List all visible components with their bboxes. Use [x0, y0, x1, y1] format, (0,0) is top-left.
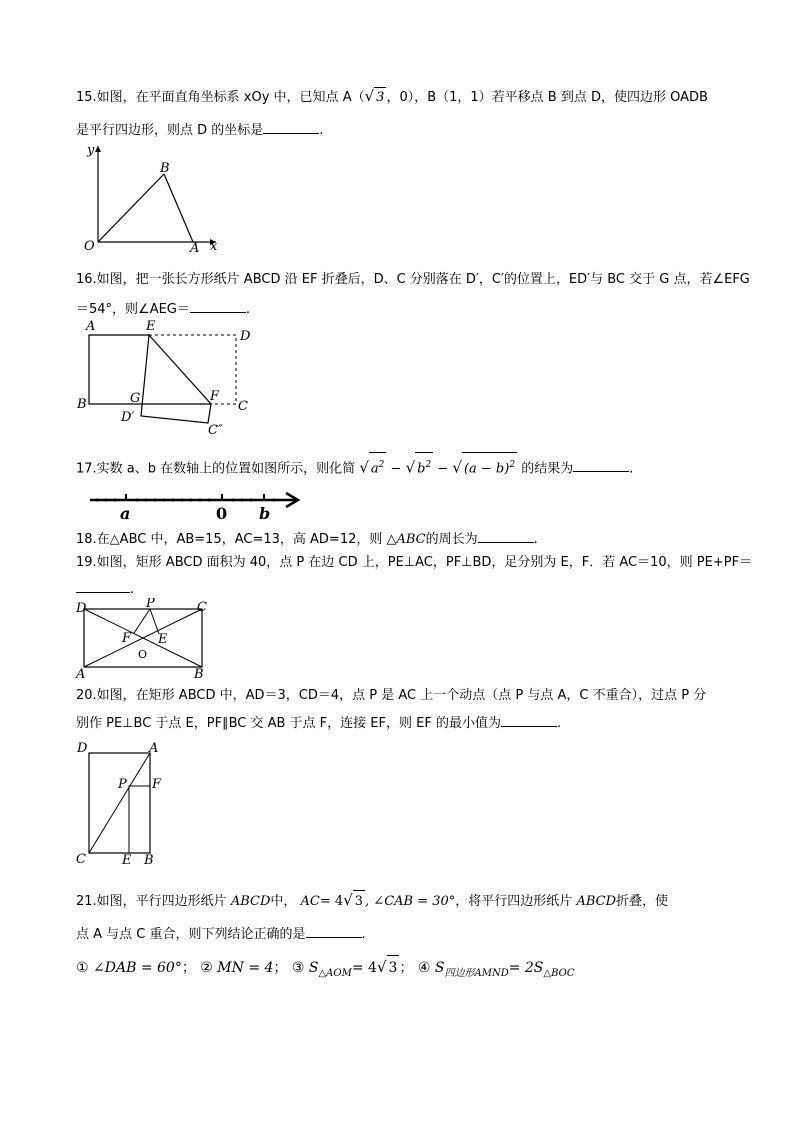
q17-rad-ab	[462, 452, 517, 481]
q15-line1	[76, 86, 708, 108]
q18-text-a: 18.在△ABC 中，AB=15，AC=13，高 AD=12，则	[76, 532, 383, 547]
option-1: ∠DAB = 60°	[93, 960, 182, 976]
q20-figure	[74, 738, 170, 868]
q17-text-a: 17.实数 a、b 在数轴上的位置如图所示，则化简	[76, 461, 356, 477]
sqrt-sign: √	[376, 958, 387, 976]
answer-blank[interactable]	[306, 923, 362, 938]
label-F: F	[152, 777, 162, 792]
q15-line2	[76, 119, 323, 141]
q21-sqrt-radicand: 3	[353, 890, 365, 913]
q17-rad-b	[415, 452, 433, 481]
label-b: b	[259, 504, 271, 522]
separator: ；	[181, 960, 196, 976]
var-a: a	[370, 461, 379, 477]
answer-blank[interactable]	[478, 528, 534, 543]
q21-text-a: 21.如图，平行四边形纸片	[76, 894, 227, 909]
q19-line2	[76, 578, 134, 600]
minus-sign: −	[390, 461, 402, 477]
q15-end: .	[319, 123, 324, 138]
label-D: D	[77, 741, 88, 756]
sqrt-sign: √	[452, 458, 462, 477]
q16-end: .	[245, 302, 251, 317]
q20-line2	[76, 712, 561, 734]
q20-line1	[76, 686, 706, 706]
q21-text-c: ，将平行四边形纸片	[455, 894, 573, 909]
point-O-label: O	[84, 239, 95, 254]
q16-text-1: 16.如图，把一张长方形纸片 ABCD 沿 EF 折叠后，D、C 分别落在 D′，C′的位置上，ED′与 BC 交于 G 点，若∠EFG	[76, 272, 750, 287]
label-D: D	[240, 329, 251, 344]
q21-math-abcd-2: ABCD	[576, 894, 616, 909]
option-3-eq: = 4	[351, 960, 377, 976]
separator: ；	[399, 960, 414, 976]
q16-line2	[76, 298, 250, 320]
label-E: E	[158, 632, 168, 647]
axis-x-label: x	[210, 239, 218, 254]
option-3-number: ③	[291, 960, 305, 976]
q21-end: .	[361, 927, 366, 942]
option-4-subscript: 四边形AMND	[444, 968, 509, 979]
answer-blank[interactable]	[76, 578, 130, 593]
q21-math-angle: , ∠CAB = 30°	[365, 894, 456, 909]
q21-text-b: 中，	[270, 894, 297, 909]
q18-text-b: 的周长为	[425, 532, 478, 547]
label-D-prime: D′	[121, 410, 135, 425]
q20-text-2: 别作 PE⊥BC 于点 E，PF∥BC 交 AB 于点 F，连接 EF，则 EF 的最小值为	[76, 716, 501, 731]
q18-line	[76, 528, 538, 550]
option-1-number: ①	[76, 960, 89, 976]
label-A: A	[86, 319, 96, 334]
label-a: a	[120, 504, 131, 522]
q19-line1	[76, 553, 752, 573]
label-E: E	[146, 319, 156, 334]
exponent: 2	[378, 460, 385, 470]
exponent: 2	[509, 460, 516, 470]
q21-text-d: 折叠，使	[616, 894, 669, 909]
option-3-s: S	[308, 960, 319, 976]
var-a-minus-b: (a − b)	[463, 461, 510, 477]
q17-text-b: 的结果为	[521, 461, 574, 477]
label-C: C	[76, 852, 86, 867]
q15-figure	[76, 142, 226, 254]
q21-text-2: 点 A 与点 C 重合，则下列结论正确的是	[76, 927, 306, 942]
q19-figure	[74, 598, 220, 682]
label-B: B	[144, 853, 154, 868]
q15-text-b: ，0），B（1，1）若平移点 B 到点 D，使四边形 OADB	[386, 90, 708, 105]
label-B: B	[194, 667, 204, 682]
q17-rad-a	[369, 452, 387, 481]
label-C: C	[197, 600, 207, 615]
q21-line1	[76, 889, 668, 913]
separator: ；	[273, 960, 288, 976]
q15-text-2: 是平行四边形，则点 D 的坐标是	[76, 123, 264, 138]
label-B: B	[77, 397, 87, 412]
q21-options	[76, 955, 574, 986]
q19-text-1: 19.如图，矩形 ABCD 面积为 40，点 P 在边 CD 上，PE⊥AC，PF⊥BD，足分别为 E，F．若 AC＝10，则 PE+PF＝	[76, 555, 753, 570]
var-b: b	[417, 461, 426, 477]
q20-end: .	[556, 716, 562, 731]
point-A-label: A	[190, 241, 200, 254]
exponent: 2	[425, 460, 432, 470]
q15-text-a: 15.如图，在平面直角坐标系 xOy 中，已知点 A（	[76, 90, 365, 105]
label-E: E	[122, 853, 132, 868]
option-2: MN = 4	[217, 960, 274, 976]
option-4-s: S	[434, 960, 445, 976]
answer-blank[interactable]	[190, 298, 246, 313]
label-zero: 0	[216, 504, 228, 522]
q17-line	[76, 452, 633, 481]
answer-blank[interactable]	[263, 119, 319, 134]
label-F: F	[210, 389, 220, 404]
label-C: C	[238, 399, 248, 414]
answer-blank[interactable]	[573, 457, 629, 472]
q18-math: △ABC	[386, 532, 426, 547]
sqrt-sign: √	[359, 458, 369, 477]
q16-text-2: ＝54°，则∠AEG＝	[76, 302, 190, 317]
q16-figure	[76, 318, 266, 436]
option-3-subscript: △AOM	[318, 968, 352, 979]
minus-sign: −	[437, 461, 449, 477]
option-3-radicand: 3	[387, 955, 400, 980]
option-4-eq: = 2S	[508, 960, 544, 976]
q21-math-ac: AC	[300, 894, 320, 909]
label-P: P	[146, 598, 155, 611]
sqrt-sign: √	[364, 87, 375, 105]
option-2-number: ②	[200, 960, 213, 976]
q21-line2	[76, 923, 366, 945]
label-O: O	[138, 648, 148, 661]
q18-end: .	[533, 532, 538, 547]
label-A: A	[76, 667, 86, 682]
q20-text-1: 20.如图，在矩形 ABCD 中，AD＝3，CD＝4，点 P 是 AC 上一个动点（点 P 与点 A，C 不重合），过点 P 分	[76, 688, 707, 703]
label-P: P	[118, 777, 127, 792]
label-F: F	[122, 631, 132, 646]
answer-blank[interactable]	[501, 712, 557, 727]
q17-number-line	[84, 488, 308, 522]
q15-sqrt-radicand: 3	[374, 87, 386, 108]
point-B-label: B	[160, 161, 170, 176]
axis-y-label: y	[87, 143, 95, 158]
option-4-subscript-2: △BOC	[543, 968, 575, 979]
label-A: A	[149, 741, 159, 756]
q17-end: .	[629, 461, 634, 477]
q19-end: .	[130, 582, 135, 597]
q21-math-abcd: ABCD	[230, 894, 271, 909]
q16-line1	[76, 270, 750, 290]
q21-math-eq: = 4	[319, 894, 344, 909]
sqrt-sign: √	[343, 891, 353, 909]
label-G: G	[130, 391, 141, 406]
label-C-prime: C″	[208, 423, 223, 436]
option-4-number: ④	[417, 960, 431, 976]
label-D: D	[76, 601, 87, 616]
sqrt-sign: √	[405, 458, 416, 477]
